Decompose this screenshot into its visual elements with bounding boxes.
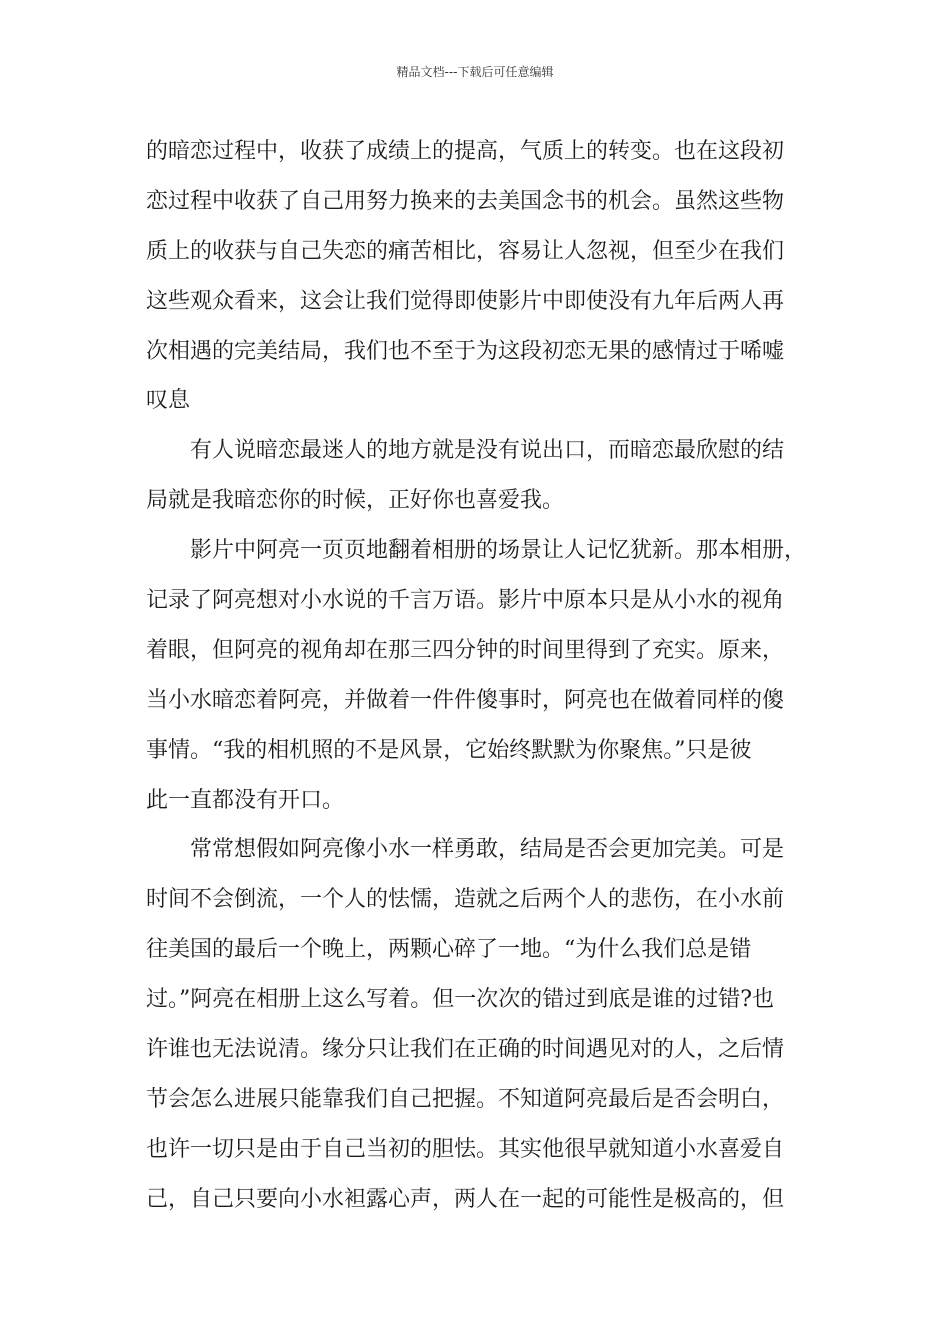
paragraph bbox=[146, 127, 836, 426]
text-line: 次相遇的完美结局，我们也不至于为这段初恋无果的感情过于唏嘘 bbox=[146, 338, 785, 364]
paragraph bbox=[146, 526, 836, 825]
text-line: 记录了阿亮想对小水说的千言万语。影片中原本只是从小水的视角 bbox=[146, 588, 785, 614]
text-line: 己，自己只要向小水袒露心声，两人在一起的可能性是极高的，但 bbox=[146, 1186, 785, 1212]
text-line: 许谁也无法说清。缘分只让我们在正确的时间遇见对的人，之后情 bbox=[146, 1037, 785, 1063]
text-line: 也许一切只是由于自己当初的胆怯。其实他很早就知道小水喜爱自 bbox=[146, 1136, 785, 1162]
text-line: 往美国的最后一个晚上，两颗心碎了一地。“为什么我们总是错 bbox=[146, 937, 752, 963]
text-line: 的暗恋过程中，收获了成绩上的提高，气质上的转变。也在这段初 bbox=[146, 139, 785, 164]
text-line: 有人说暗恋最迷人的地方就是没有说出口，而暗恋最欣慰的结 bbox=[190, 438, 785, 464]
paragraph bbox=[146, 825, 836, 1224]
text-line: 当小水暗恋着阿亮，并做着一件件傻事时，阿亮也在做着同样的傻 bbox=[146, 687, 785, 713]
text-line: 叹息 bbox=[146, 388, 191, 414]
text-line: 局就是我暗恋你的时候，正好你也喜爱我。 bbox=[146, 488, 565, 514]
text-line: 质上的收获与自己失恋的痛苦相比，容易让人忽视，但至少在我们 bbox=[146, 238, 785, 264]
text-line: 此一直都没有开口。 bbox=[146, 787, 345, 813]
text-line: 事情。“我的相机照的不是风景，它始终默默为你聚焦。”只是彼 bbox=[146, 737, 752, 763]
text-line: 常常想假如阿亮像小水一样勇敢，结局是否会更加完美。可是 bbox=[190, 837, 785, 863]
text-line: 着眼，但阿亮的视角却在那三四分钟的时间里得到了充实。原来， bbox=[146, 637, 785, 663]
page-header: 精品文档---下载后可任意编辑 bbox=[396, 65, 554, 79]
text-line: 时间不会倒流，一个人的怯懦，造就之后两个人的悲伤，在小水前 bbox=[146, 887, 785, 913]
paragraph bbox=[146, 426, 836, 526]
text-line: 这些观众看来，这会让我们觉得即使影片中即使没有九年后两人再 bbox=[146, 288, 785, 314]
text-line: 节会怎么进展只能靠我们自己把握。不知道阿亮最后是否会明白， bbox=[146, 1086, 785, 1112]
text-line: 影片中阿亮一页页地翻着相册的场景让人记忆犹新。那本相册， bbox=[190, 538, 807, 564]
text-line: 恋过程中收获了自己用努力换来的去美国念书的机会。虽然这些物 bbox=[146, 188, 785, 214]
text-line: 过。”阿亮在相册上这么写着。但一次次的错过到底是谁的过错?也 bbox=[146, 987, 775, 1013]
document-body bbox=[146, 127, 836, 1225]
